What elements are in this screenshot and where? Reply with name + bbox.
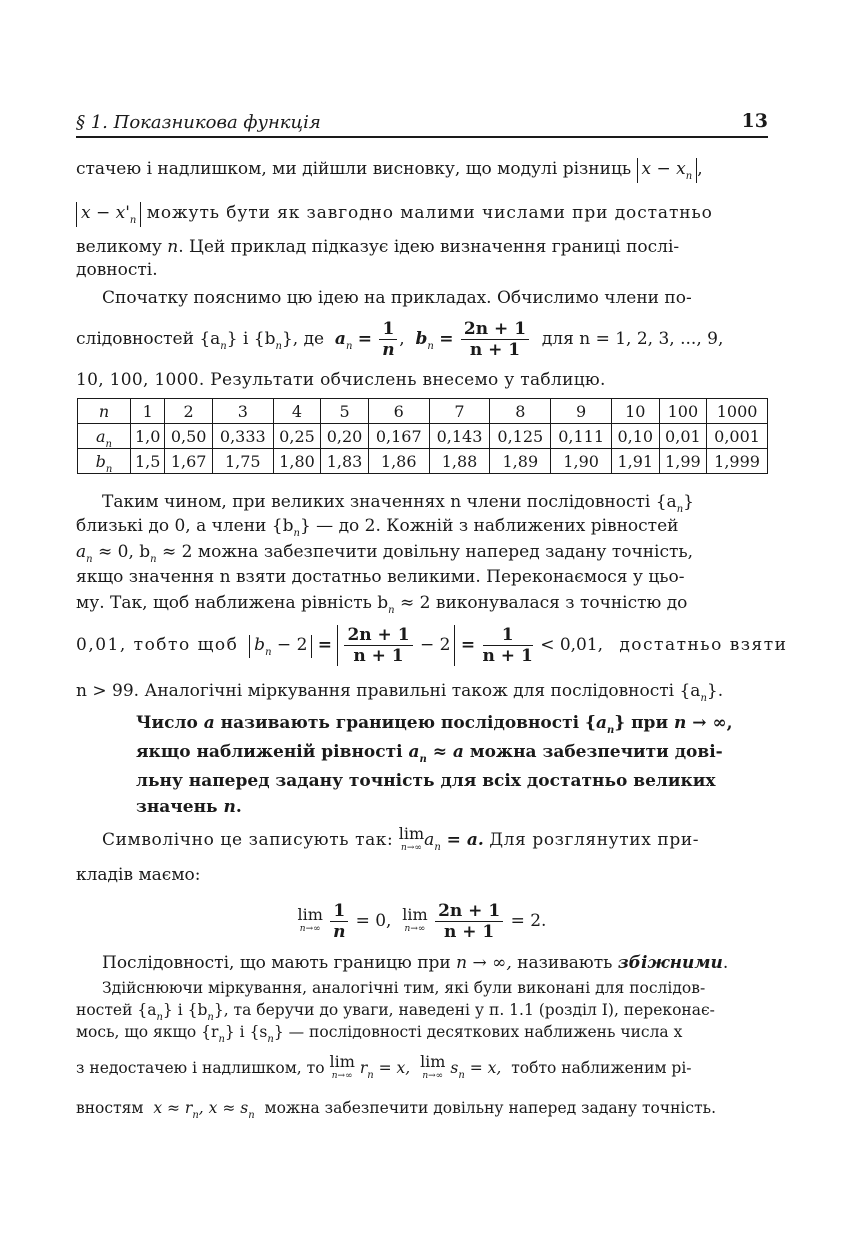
paragraph-line: Таким чином, при великих значеннях n члени послідовності $\{a_n\}$ xyxy=(102,492,694,515)
values-table xyxy=(77,398,768,474)
abs-expression: $x - x_n$ xyxy=(637,158,698,183)
definition-line: якщо наближеній рівності $a_n \approx a$ можна забезпечити дові- xyxy=(136,742,723,765)
limit-symbol: lim n→∞ xyxy=(398,823,425,853)
paragraph-line: ностей $\{a_n\}$ і $\{b_n\}$, та беручи до уваги, наведені у п. 1.1 (розділ I), переконає- xyxy=(76,1001,715,1023)
paragraph-line: близькі до 0, а члени $\{b_n\}$ — до 2. Кожній з наближених рівностей xyxy=(76,516,679,539)
paragraph-line: мось, що якщо $\{r_n\}$ і $\{s_n\}$ — послідовності десяткових наближень числа x xyxy=(76,1023,683,1045)
fraction-bn: $\frac{2n + 1}{n + 1}$ xyxy=(461,319,529,360)
table-row: n 1 2 3 4 5 6 7 8 9 10 100 1000 xyxy=(78,399,768,424)
paragraph-line: $x - x'_n$ можуть бути як завгодно малими числами при достатньо xyxy=(76,202,768,227)
paragraph-line: слідовностей $\{a_n\}$ і $\{b_n\}$, де $a_n$ = $\frac{1}{n}$ , $b_n$ = $\frac{2n + 1}{n + 1}$ для n = 1, 2, 3, ..., 9, xyxy=(76,319,724,360)
section-title: § 1. Показникова функція xyxy=(76,112,321,133)
definition-line: льну наперед задану точність для всіх достатньо великих xyxy=(136,771,716,791)
paragraph-line: Послідовності, що мають границю при n → ∞, називають збіжними. xyxy=(102,953,729,973)
fraction: $\frac{1}{n + 1}$ xyxy=(482,625,533,666)
paragraph-line: 10, 100, 1000. Результати обчислень внесемо у таблицю. xyxy=(76,370,606,390)
paragraph-line: му. Так, щоб наближена рівність $b_n \approx 2$ виконувалася з точністю до xyxy=(76,593,688,616)
paragraph-line: 0,01, тобто щоб $b_n - 2$ = $\frac{2n + 1}{n + 1}$ − 2 = $\frac{1}{n + 1}$ < 0,01, достатньо взяти xyxy=(76,625,788,666)
table-row: $a_n$ 1,0 0,50 0,333 0,25 0,20 0,167 0,143 0,125 0,111 0,10 0,01 0,001 xyxy=(78,424,768,449)
page-number: 13 xyxy=(741,110,768,132)
paragraph-line: Спочатку пояснимо цю ідею на прикладах. Обчислимо члени по- xyxy=(102,288,692,308)
fraction-an: $\frac{1}{n}$ xyxy=(379,319,397,360)
paragraph-line: кладів маємо: xyxy=(76,865,201,885)
paragraph-line: якщо значення n взяти достатньо великими. Переконаємося у цьо- xyxy=(76,567,685,587)
paragraph-line: великому n. Цей приклад підказує ідею визначення границі послі- xyxy=(76,237,680,257)
definition-line: Число a називають границею послідовності $\{a_n\}$ при n → ∞, xyxy=(136,713,733,736)
running-header xyxy=(76,110,768,138)
abs-fraction: $\frac{2n + 1}{n + 1}$ − 2 xyxy=(337,625,455,666)
definition-line: значень n. xyxy=(136,797,242,817)
paragraph-line: вностям $x \approx r_n$, $x \approx s_n$ можна забезпечити довільну наперед задану точність. xyxy=(76,1099,717,1121)
abs-expression: $x - x'_n$ xyxy=(76,202,141,227)
abs-expression: $b_n - 2$ xyxy=(249,635,312,658)
paragraph-line: $a_n \approx 0$, $b_n \approx 2$ можна забезпечити довільну наперед задану точність, xyxy=(76,542,694,565)
paragraph-line: стачею і надлишком, ми дійшли висновку, що модулі різниць $x - x_n$ , xyxy=(76,159,703,182)
paragraph-line: Символічно це записують так: lim n→∞ $a_n = a$. Для розглянутих при- xyxy=(102,823,700,853)
paragraph-line: довності. xyxy=(76,260,158,280)
table-row: $b_n$ 1,5 1,67 1,75 1,80 1,83 1,86 1,88 1,89 1,90 1,91 1,99 1,999 xyxy=(78,449,768,474)
paragraph-line: n > 99. Аналогічні міркування правильні також для послідовності $\{a_n\}$. xyxy=(76,681,724,704)
paragraph-line: Здійснюючи міркування, аналогічні тим, які були виконані для послідов- xyxy=(102,979,706,997)
limit-formula: lim n→∞ $\frac{1}{n}$ = 0, lim n→∞ $\frac{2n + 1}{n + 1}$ = 2. xyxy=(297,901,547,942)
definition-block xyxy=(136,710,740,820)
paragraph-line: з недостачею і надлишком, то lim n→∞ $r_n = x$, lim n→∞ $s_n = x$, тобто наближеним рі- xyxy=(76,1052,692,1081)
